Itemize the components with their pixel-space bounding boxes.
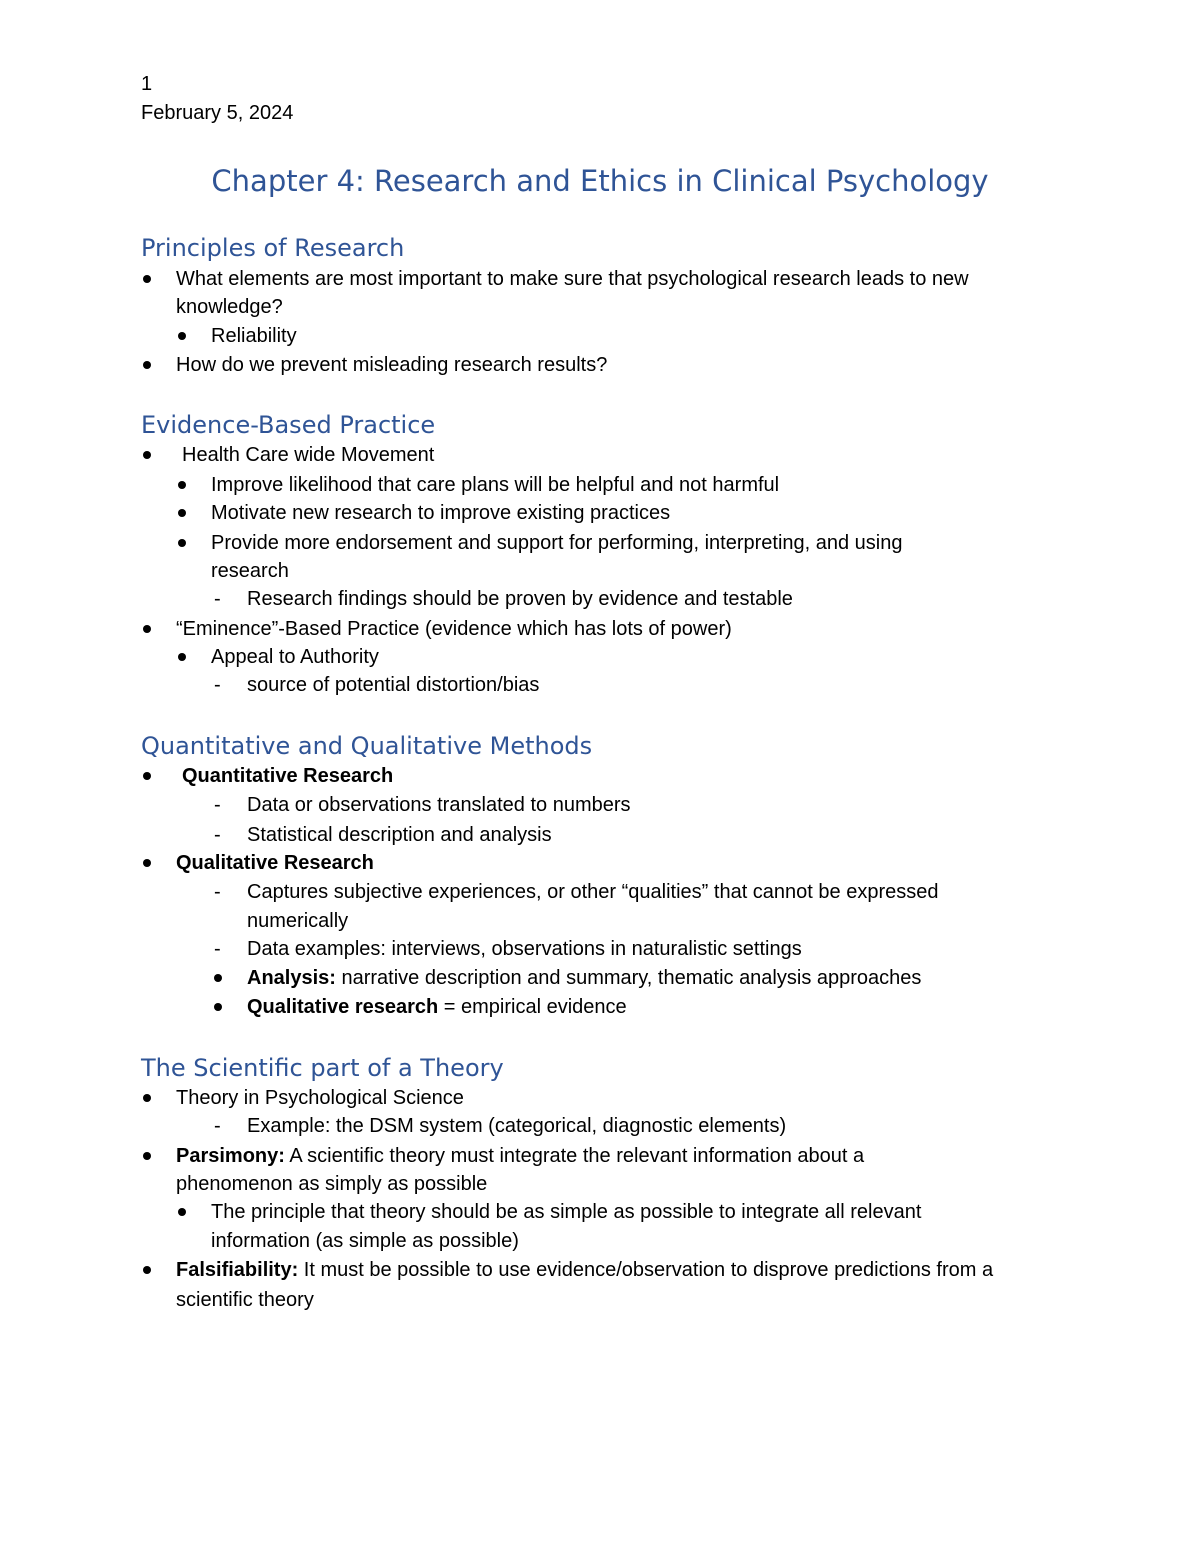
qualitative-research-definition: = empirical evidence [438,996,627,1018]
list-item: - Data or observations translated to numbers [247,791,631,819]
list-item: Health Care wide Movement [176,441,434,469]
quantitative-research-label: Quantitative Research [182,765,394,787]
list-item: “Eminence”-Based Practice (evidence which has lots of power) [176,615,732,643]
list-item: - Captures subjective experiences, or other “qualities” that cannot be expressed [247,878,939,906]
list-item [176,1142,864,1170]
heading-scientific-part-of-theory: The Scientific part of a Theory [141,1054,504,1082]
qualitative-research-label: Qualitative Research [176,852,374,874]
parsimony-text: A scientific theory must integrate the relevant information about a [284,1145,865,1167]
list-item: Theory in Psychological Science [176,1084,464,1112]
heading-quantitative-qualitative-methods: Quantitative and Qualitative Methods [141,732,593,760]
list-item [176,849,374,877]
qualitative-research-term: Qualitative research [247,996,439,1018]
list-item: - Research findings should be proven by evidence and testable [247,585,793,613]
list-item [176,1256,993,1284]
list-item: - Data examples: interviews, observations in naturalistic settings [247,935,802,963]
document-date: February 5, 2024 [141,102,294,124]
analysis-label: Analysis: [247,967,336,989]
list-item-continuation: phenomenon as simply as possible [176,1173,488,1195]
heading-principles-of-research: Principles of Research [141,234,405,262]
list-item-continuation: research [211,560,289,582]
list-item: The principle that theory should be as simple as possible to integrate all relevant [211,1198,921,1226]
analysis-text: narrative description and summary, thematic analysis approaches [335,967,922,989]
list-item-continuation: information (as simple as possible) [211,1230,519,1252]
list-item [247,993,627,1021]
list-item-continuation: numerically [247,910,349,932]
document-title: Chapter 4: Research and Ethics in Clinical Psychology [211,164,989,198]
parsimony-label: Parsimony: [176,1145,285,1167]
list-item: What elements are most important to make sure that psychological research leads to new [176,265,969,293]
list-item: Appeal to Authority [211,643,379,671]
list-item [176,762,393,790]
falsifiability-label: Falsifiability: [176,1259,299,1281]
list-item: Reliability [211,322,297,350]
list-item: Provide more endorsement and support for performing, interpreting, and using [211,529,903,557]
list-item: Motivate new research to improve existing practices [211,499,670,527]
list-item-continuation: scientific theory [176,1289,314,1311]
list-item: - Statistical description and analysis [247,821,552,849]
page-number: 1 [141,73,153,95]
falsifiability-text: It must be possible to use evidence/observation to disprove predictions from a [298,1259,994,1281]
heading-evidence-based-practice: Evidence-Based Practice [141,411,436,439]
list-item: - Example: the DSM system (categorical, diagnostic elements) [247,1112,786,1140]
list-item: - source of potential distortion/bias [247,671,539,699]
list-item: How do we prevent misleading research results? [176,351,607,379]
list-item: Improve likelihood that care plans will be helpful and not harmful [211,471,779,499]
list-item-continuation: knowledge? [176,296,283,318]
list-item [247,964,921,992]
